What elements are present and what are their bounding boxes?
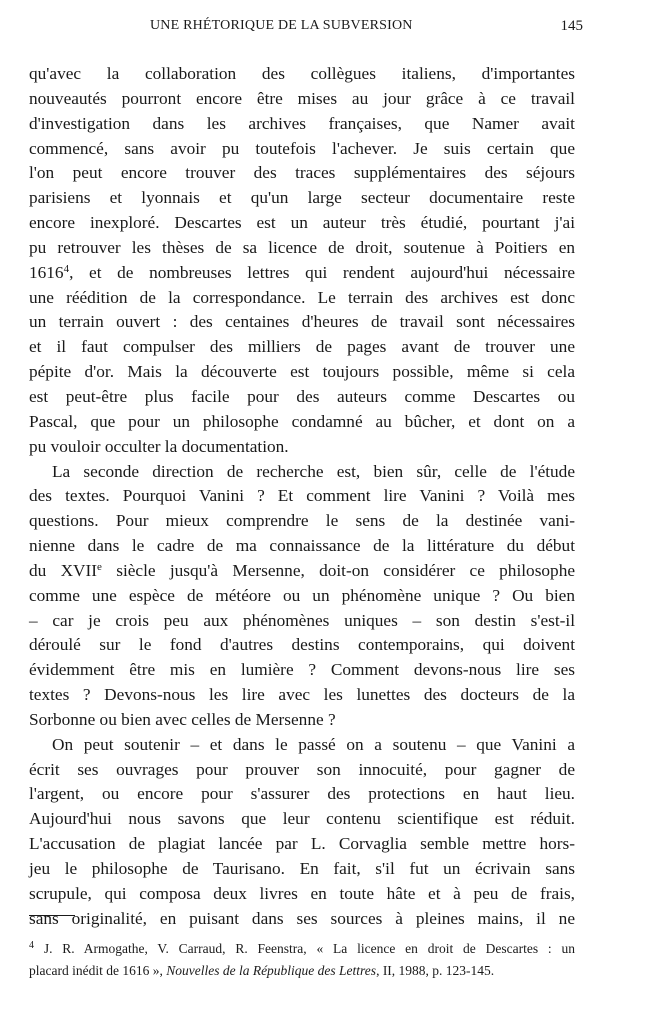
page-number: 145: [560, 18, 583, 34]
century-superscript: e: [97, 560, 102, 573]
text-line: déroulé sur le fond d'autres destins contemporains, qui doivent: [29, 635, 575, 655]
footnote-line: [29, 960, 575, 982]
text-line: sans originalité, en puisant dans ses sources à pleines mains, il ne: [29, 908, 575, 928]
text-line: pu retrouver les thèses de sa licence de droit, soutenue à Poitiers en: [29, 237, 575, 257]
paragraph-3: [29, 733, 575, 932]
text-line: Pascal, que pour un philosophe condamné au bûcher, et dont on a: [29, 411, 575, 431]
text-fragment: siècle jusqu'à Mersenne, doit-on considérer ce philosophe: [101, 560, 576, 580]
text-fragment: placard inédit de 1616 »,: [29, 963, 167, 978]
text-fragment: du XVII: [29, 560, 98, 580]
footnote: [29, 938, 575, 982]
text-line: jeu le philosophe de Taurisano. En fait, s'il fut un écrivain sans: [29, 859, 575, 878]
text-line: d'investigation dans les archives françaises, que Namer avait: [29, 113, 575, 133]
text-line: comme une espèce de météore ou un phénomène unique ? Ou bien: [29, 585, 575, 605]
text-line: évidemment être mis en lumière ? Comment devons-nous lire ses: [29, 660, 575, 680]
text-line: On peut soutenir – et dans le passé on a soutenu – que Vanini a: [52, 734, 575, 754]
text-line: commencé, sans avoir pu toutefois l'achever. Je suis certain que: [29, 138, 575, 158]
text-line: l'on peut encore trouver des traces supplémentaires des séjours: [29, 163, 575, 183]
text-fragment: , II, 1988, p. 123-145.: [376, 963, 495, 978]
text-line: un terrain ouvert : des centaines d'heures de travail sont nécessaires: [29, 312, 575, 332]
text-line: La seconde direction de recherche est, bien sûr, celle de l'étude: [52, 461, 575, 481]
body-text: [29, 62, 575, 932]
text-line: et il faut compulser des milliers de pages avant de trouver une: [29, 337, 575, 357]
running-title: UNE RHÉTORIQUE DE LA SUBVERSION: [150, 18, 413, 33]
footnote-number: 4: [29, 940, 34, 951]
text-line: Aujourd'hui nous savons que leur contenu scientifique est réduit.: [29, 809, 575, 829]
text-line-with-superscript: [29, 559, 575, 584]
paragraph-2: [29, 460, 575, 733]
text-line: scrupule, qui composa deux livres en toute hâte et à peu de frais,: [29, 883, 575, 903]
text-fragment: J. R. Armogathe, V. Carraud, R. Feenstra, « La licence en droit de Descartes : un: [34, 941, 575, 956]
text-line: questions. Pour mieux comprendre le sens de la destinée vani-: [29, 511, 575, 531]
text-line: textes ? Devons-nous les lire avec les lunettes des docteurs de la: [29, 685, 575, 705]
text-line-with-note-ref: [29, 261, 575, 286]
text-line: qu'avec la collaboration des collègues italiens, d'importantes: [29, 64, 575, 83]
text-line: pépite d'or. Mais la découverte est toujours possible, même si cela: [29, 362, 575, 382]
text-fragment: 1616: [29, 262, 64, 282]
paragraph-1: [29, 62, 575, 460]
footnote-divider: [29, 915, 75, 916]
text-line: pu vouloir occulter la documentation.: [29, 436, 289, 456]
text-line: – car je crois peu aux phénomènes uniques – son destin s'est-il: [29, 610, 575, 630]
footnote-reference: 4: [63, 262, 70, 275]
text-line: est peut-être plus facile pour des auteurs comme Descartes ou: [29, 386, 575, 406]
text-line: parisiens et lyonnais et qu'un large secteur documentaire reste: [29, 188, 575, 208]
journal-title: Nouvelles de la République des Lettres: [166, 963, 377, 978]
footnote-line: [29, 938, 575, 960]
text-line: écrit ses ouvrages pour prouver son innocuité, pour gagner de: [29, 759, 575, 779]
text-line: nienne dans le cadre de ma connaissance de la littérature du début: [29, 536, 575, 556]
text-fragment: , et de nombreuses lettres qui rendent aujourd'hui nécessaire: [69, 262, 575, 282]
text-line: une réédition de la correspondance. Le terrain des archives est donc: [29, 287, 575, 307]
text-line: nouveautés pourront encore être mises au jour grâce à ce travail: [29, 88, 575, 108]
text-line: des textes. Pourquoi Vanini ? Et comment lire Vanini ? Voilà mes: [29, 486, 575, 506]
text-line: l'argent, ou encore pour s'assurer des protections en haut lieu.: [29, 784, 575, 804]
text-line: L'accusation de plagiat lancée par L. Corvaglia semble mettre hors-: [29, 834, 575, 854]
text-line: encore inexploré. Descartes est un auteur très étudié, pourtant j'ai: [29, 213, 575, 233]
text-line: Sorbonne ou bien avec celles de Mersenne ?: [29, 709, 336, 729]
